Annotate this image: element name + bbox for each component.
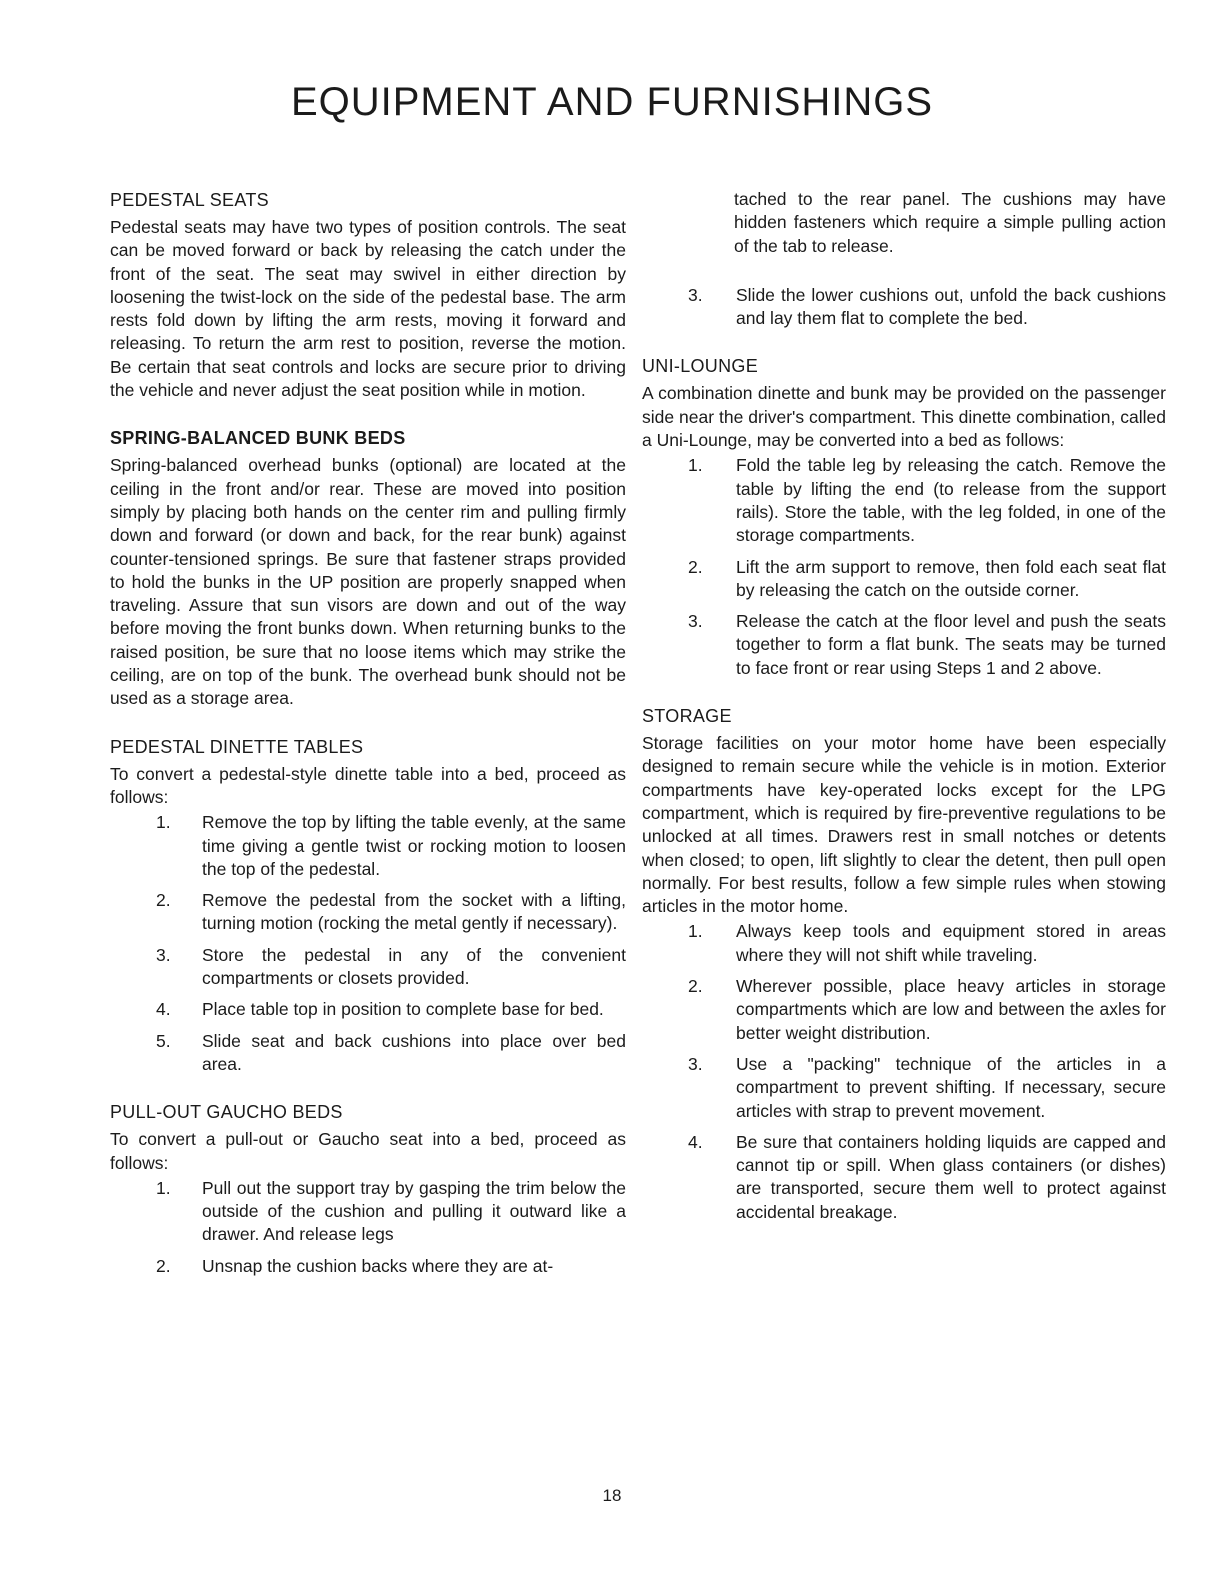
step-number: 1. bbox=[688, 921, 703, 942]
section-body: Spring-balanced overhead bunks (optional) are located at the ceiling in the front and/or rear. These are moved into position simply by placing both hands on the center rim and pulling firmly down and forward (or down and back, for the rear bunk) against counter-tensioned springs. Be sure that fastener straps provided to hold the bunks in the UP position are properly snapped when traveling. Assure that sun visors are down and out of the way before moving the front bunks down. When returning bunks to the raised position, be sure that no loose items which may strike the ceiling, are on top of the bunk. The overhead bunk should not be used as a storage area. bbox=[110, 455, 626, 709]
list-item bbox=[642, 610, 1166, 680]
step-number: 3. bbox=[156, 944, 171, 965]
list-item bbox=[110, 1177, 626, 1247]
section-intro: To convert a pull-out or Gaucho seat into a bed, proceed as follows: bbox=[110, 1129, 626, 1173]
section-gaucho-beds bbox=[110, 1100, 626, 1278]
section-heading: STORAGE bbox=[642, 706, 732, 727]
step-text: Always keep tools and equipment stored in areas where they will not shift while traveling. bbox=[736, 921, 1166, 965]
step-text: Unsnap the cushion backs where they are at- bbox=[202, 1255, 554, 1276]
page-number: 18 bbox=[602, 1486, 622, 1505]
step-text: Lift the arm support to remove, then fold each seat flat by releasing the catch on the outside corner. bbox=[736, 556, 1166, 600]
section-bunk-beds bbox=[110, 426, 626, 710]
list-item bbox=[642, 1131, 1166, 1224]
step-number: 2. bbox=[156, 890, 171, 911]
step-text: Fold the table leg by releasing the catch. Remove the table by lifting the end (to release from the support rails). Store the table, with the leg folded, in one of the storage compartments. bbox=[736, 455, 1166, 546]
step-text: Place table top in position to complete base for bed. bbox=[202, 999, 604, 1020]
section-heading: PULL-OUT GAUCHO BEDS bbox=[110, 1102, 343, 1123]
step-text: Slide the lower cushions out, unfold the back cushions and lay them flat to complete the bed. bbox=[736, 284, 1166, 329]
list-item bbox=[110, 998, 626, 1021]
step-text: Remove the pedestal from the socket with a lifting, turning motion (rocking the metal gently if necessary). bbox=[202, 890, 626, 934]
step-number: 1. bbox=[156, 812, 171, 833]
step-list bbox=[642, 454, 1166, 680]
step-number: 1. bbox=[156, 1177, 171, 1198]
section-heading: PEDESTAL DINETTE TABLES bbox=[110, 736, 364, 757]
page-title: EQUIPMENT AND FURNISHINGS bbox=[290, 80, 934, 124]
list-item bbox=[110, 811, 626, 881]
step-number: 2. bbox=[688, 976, 703, 997]
section-intro: A combination dinette and bunk may be provided on the passenger side near the driver's compartment. This dinette combination, called a Uni-Lounge, may be converted into a bed as follows: bbox=[642, 383, 1166, 451]
section-heading: SPRING-BALANCED BUNK BEDS bbox=[110, 428, 406, 449]
section-intro: To convert a pedestal-style dinette table into a bed, proceed as follows: bbox=[110, 763, 626, 807]
list-item bbox=[642, 284, 1166, 331]
section-intro: Storage facilities on your motor home have been especially designed to remain secure while the vehicle is in motion. Exterior compartments have key-operated locks except for the LPG compartment, which is required by fire-preventive regulations to be unlocked at all times. Drawers rest in small notches or detents when closed; to open, lift slightly to clear the detent, then pull open normally. For best results, follow a few simple rules when stowing articles in the motor home. bbox=[642, 733, 1166, 917]
left-column bbox=[110, 188, 626, 1302]
section-heading: UNI-LOUNGE bbox=[642, 356, 759, 377]
list-item bbox=[642, 454, 1166, 547]
step-number: 3. bbox=[688, 1053, 703, 1074]
step-number: 5. bbox=[156, 1030, 171, 1051]
step-list bbox=[642, 284, 1166, 331]
step-number: 4. bbox=[688, 1131, 703, 1152]
step-text: Slide seat and back cushions into place over bed area. bbox=[202, 1030, 626, 1074]
list-item bbox=[110, 889, 626, 936]
list-item bbox=[110, 944, 626, 991]
section-pedestal-seats bbox=[110, 188, 626, 402]
step-text: Wherever possible, place heavy articles in storage compartments which are low and between the axles for better weight distribution. bbox=[736, 976, 1166, 1043]
step-number: 2. bbox=[688, 556, 703, 577]
step-text: Release the catch at the floor level and push the seats together to form a flat bunk. The seats may be turned to face front or rear using Steps 1 and 2 above. bbox=[736, 611, 1166, 678]
list-item bbox=[110, 1255, 626, 1278]
step-number: 2. bbox=[156, 1255, 171, 1276]
section-uni-lounge bbox=[642, 354, 1166, 680]
step-number: 3. bbox=[688, 611, 703, 632]
step-number: 4. bbox=[156, 999, 171, 1020]
list-item bbox=[642, 1053, 1166, 1123]
section-body: Pedestal seats may have two types of position controls. The seat can be moved forward or back by releasing the catch under the front of the seat. The seat may swivel in either direction by loosening the twist-lock on the side of the pedestal base. The arm rests fold down by lifting the arm rests, moving it forward and releasing. To return the arm rest to position, reverse the motion. Be certain that seat controls and locks are secure prior to driving the vehicle and never adjust the seat position while in motion. bbox=[110, 217, 626, 401]
step-text: Use a "packing" technique of the articles in a compartment to prevent shifting. If necessary, secure articles with strap to prevent movement. bbox=[736, 1053, 1166, 1121]
step-text: Be sure that containers holding liquids are capped and cannot tip or spill. When glass containers (or dishes) are transported, secure them well to protect against accidental breakage. bbox=[736, 1131, 1166, 1222]
right-column bbox=[642, 188, 1166, 1248]
continued-text: tached to the rear panel. The cushions may have hidden fasteners which require a simple pulling action of the tab to release. bbox=[734, 189, 1166, 256]
section-dinette-tables bbox=[110, 735, 626, 1077]
section-storage bbox=[642, 704, 1166, 1224]
step-text: Store the pedestal in any of the convenient compartments or closets provided. bbox=[202, 944, 626, 989]
step-number: 1. bbox=[688, 455, 703, 476]
step-number: 3. bbox=[688, 284, 703, 305]
step-list bbox=[110, 811, 626, 1076]
list-item bbox=[642, 920, 1166, 967]
list-item bbox=[110, 1030, 626, 1077]
list-item bbox=[642, 556, 1166, 603]
section-heading: PEDESTAL SEATS bbox=[110, 190, 269, 210]
step-text: Pull out the support tray by gasping the trim below the outside of the cushion and pulling it outward like a drawer. And release legs bbox=[202, 1177, 626, 1245]
section-gaucho-continued bbox=[642, 188, 1166, 330]
list-item bbox=[642, 975, 1166, 1045]
step-list bbox=[110, 1177, 626, 1278]
step-list bbox=[642, 920, 1166, 1224]
step-text: Remove the top by lifting the table evenly, at the same time giving a gentle twist or rocking motion to loosen the top of the pedestal. bbox=[202, 812, 626, 879]
